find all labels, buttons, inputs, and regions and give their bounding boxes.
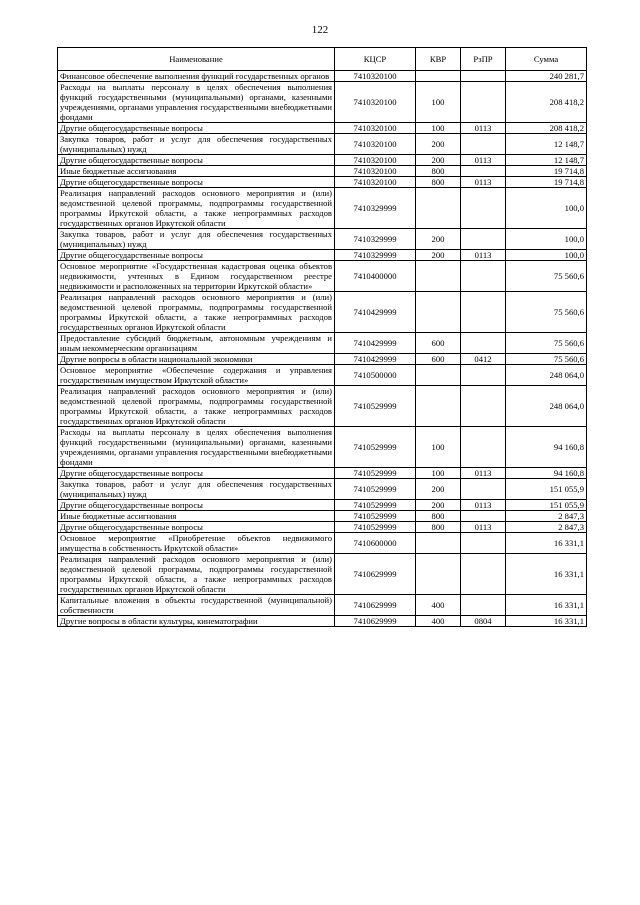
table-row (58, 386, 587, 427)
cell-name: Иные бюджетные ассигнования (58, 511, 335, 522)
cell-rzpr (461, 166, 506, 177)
cell-kcsr: 7410529999 (335, 468, 416, 479)
cell-sum: 19 714,8 (506, 166, 587, 177)
cell-rzpr: 0113 (461, 177, 506, 188)
cell-kcsr: 7410500000 (335, 365, 416, 386)
cell-rzpr: 0113 (461, 468, 506, 479)
cell-kvr: 200 (416, 229, 461, 250)
cell-kvr (416, 188, 461, 229)
table-body (58, 71, 587, 627)
table-row (58, 250, 587, 261)
cell-kcsr: 7410320100 (335, 123, 416, 134)
table-row (58, 71, 587, 82)
table-row (58, 261, 587, 292)
cell-sum: 75 560,6 (506, 261, 587, 292)
cell-rzpr: 0113 (461, 155, 506, 166)
cell-rzpr (461, 554, 506, 595)
cell-kcsr: 7410320100 (335, 177, 416, 188)
cell-rzpr: 0412 (461, 354, 506, 365)
cell-name: Расходы на выплаты персоналу в целях обеспечения выполнения функций государственными (муниципальными) органами, казенными учреждениями, органами управления государственными внебюджетными фондами (58, 82, 335, 123)
cell-kvr: 200 (416, 250, 461, 261)
cell-kvr (416, 261, 461, 292)
cell-kvr: 800 (416, 511, 461, 522)
cell-name: Основное мероприятие «Обеспечение содержания и управления государственным имуществом Иркутской области» (58, 365, 335, 386)
cell-kvr: 100 (416, 468, 461, 479)
cell-rzpr (461, 595, 506, 616)
table-row (58, 354, 587, 365)
cell-kcsr: 7410329999 (335, 229, 416, 250)
cell-rzpr (461, 188, 506, 229)
cell-sum: 100,0 (506, 250, 587, 261)
cell-kvr (416, 365, 461, 386)
cell-rzpr: 0804 (461, 616, 506, 627)
cell-kcsr: 7410329999 (335, 188, 416, 229)
cell-sum: 2 847,3 (506, 522, 587, 533)
cell-sum: 12 148,7 (506, 155, 587, 166)
cell-kcsr: 7410629999 (335, 616, 416, 627)
cell-kcsr: 7410429999 (335, 292, 416, 333)
header-sum: Сумма (506, 48, 587, 71)
cell-kcsr: 7410529999 (335, 479, 416, 500)
cell-kvr (416, 292, 461, 333)
cell-kcsr: 7410320100 (335, 82, 416, 123)
cell-name: Финансовое обеспечение выполнения функций государственных органов (58, 71, 335, 82)
cell-sum: 16 331,1 (506, 533, 587, 554)
cell-kvr (416, 533, 461, 554)
cell-kvr: 100 (416, 427, 461, 468)
cell-sum: 12 148,7 (506, 134, 587, 155)
table-row (58, 229, 587, 250)
cell-name: Другие общегосударственные вопросы (58, 522, 335, 533)
cell-kvr: 800 (416, 177, 461, 188)
cell-rzpr (461, 261, 506, 292)
table-row (58, 522, 587, 533)
cell-rzpr (461, 71, 506, 82)
cell-kcsr: 7410529999 (335, 386, 416, 427)
budget-table (57, 47, 587, 627)
header-kcsr: КЦСР (335, 48, 416, 71)
cell-rzpr (461, 386, 506, 427)
cell-name: Иные бюджетные ассигнования (58, 166, 335, 177)
cell-sum: 248 064,0 (506, 365, 587, 386)
table-row (58, 595, 587, 616)
cell-name: Закупка товаров, работ и услуг для обеспечения государственных (муниципальных) нужд (58, 479, 335, 500)
table-row (58, 134, 587, 155)
cell-sum: 208 418,2 (506, 123, 587, 134)
page-number: 122 (311, 24, 329, 36)
cell-name: Другие общегосударственные вопросы (58, 250, 335, 261)
table-header-row (58, 48, 587, 71)
cell-sum: 100,0 (506, 188, 587, 229)
cell-rzpr (461, 511, 506, 522)
cell-kcsr: 7410600000 (335, 533, 416, 554)
cell-name: Капитальные вложения в объекты государственной (муниципальной) собственности (58, 595, 335, 616)
cell-kcsr: 7410400000 (335, 261, 416, 292)
cell-name: Другие общегосударственные вопросы (58, 155, 335, 166)
cell-rzpr (461, 533, 506, 554)
cell-rzpr (461, 229, 506, 250)
table-row (58, 468, 587, 479)
cell-sum: 94 160,8 (506, 427, 587, 468)
cell-kvr: 600 (416, 354, 461, 365)
table-row (58, 188, 587, 229)
cell-name: Реализация направлений расходов основного мероприятия и (или) ведомственной целевой программы, подпрограммы государственной программы Иркутской области, а также непрограммных расходов государственных органов Иркутской области (58, 554, 335, 595)
cell-kvr: 800 (416, 166, 461, 177)
cell-name: Другие общегосударственные вопросы (58, 123, 335, 134)
cell-sum: 151 055,9 (506, 500, 587, 511)
cell-sum: 248 064,0 (506, 386, 587, 427)
cell-rzpr (461, 427, 506, 468)
cell-kcsr: 7410429999 (335, 354, 416, 365)
cell-name: Другие общегосударственные вопросы (58, 500, 335, 511)
cell-kvr: 600 (416, 333, 461, 354)
table-row (58, 365, 587, 386)
cell-name: Закупка товаров, работ и услуг для обеспечения государственных (муниципальных) нужд (58, 229, 335, 250)
table-row (58, 82, 587, 123)
cell-name: Предоставление субсидий бюджетным, автономным учреждениям и иным некоммерческим организациям (58, 333, 335, 354)
cell-kvr: 200 (416, 134, 461, 155)
cell-name: Другие общегосударственные вопросы (58, 177, 335, 188)
cell-kvr (416, 554, 461, 595)
cell-sum: 208 418,2 (506, 82, 587, 123)
cell-kcsr: 7410529999 (335, 511, 416, 522)
table-row (58, 554, 587, 595)
cell-kcsr: 7410429999 (335, 333, 416, 354)
cell-name: Реализация направлений расходов основного мероприятия и (или) ведомственной целевой программы, подпрограммы государственной программы Иркутской области, а также непрограммных расходов государственных органов Иркутской области (58, 292, 335, 333)
cell-name: Другие общегосударственные вопросы (58, 468, 335, 479)
table-row (58, 166, 587, 177)
cell-kvr (416, 71, 461, 82)
cell-sum: 16 331,1 (506, 616, 587, 627)
cell-rzpr: 0113 (461, 123, 506, 134)
table-row (58, 155, 587, 166)
table-row (58, 123, 587, 134)
cell-name: Основное мероприятие «Государственная кадастровая оценка объектов недвижимости, учтенных в Едином государственном реестре недвижимости и расположенных на территории Иркутской области» (58, 261, 335, 292)
header-kvr: КВР (416, 48, 461, 71)
table-row (58, 479, 587, 500)
table-row (58, 616, 587, 627)
cell-kvr: 200 (416, 500, 461, 511)
cell-rzpr (461, 134, 506, 155)
cell-sum: 100,0 (506, 229, 587, 250)
cell-name: Закупка товаров, работ и услуг для обеспечения государственных (муниципальных) нужд (58, 134, 335, 155)
table-row (58, 177, 587, 188)
cell-rzpr (461, 479, 506, 500)
cell-kcsr: 7410320100 (335, 71, 416, 82)
cell-name: Другие вопросы в области культуры, кинематографии (58, 616, 335, 627)
cell-name: Реализация направлений расходов основного мероприятия и (или) ведомственной целевой программы, подпрограммы государственной программы Иркутской области, а также непрограммных расходов государственных органов Иркутской области (58, 188, 335, 229)
table-row (58, 333, 587, 354)
cell-kvr: 400 (416, 595, 461, 616)
cell-kcsr: 7410529999 (335, 500, 416, 511)
table-row (58, 511, 587, 522)
cell-sum: 19 714,8 (506, 177, 587, 188)
table-row (58, 427, 587, 468)
cell-kvr: 200 (416, 479, 461, 500)
cell-sum: 151 055,9 (506, 479, 587, 500)
cell-kvr: 200 (416, 155, 461, 166)
cell-name: Другие вопросы в области национальной экономики (58, 354, 335, 365)
table-row (58, 500, 587, 511)
cell-sum: 16 331,1 (506, 554, 587, 595)
cell-sum: 75 560,6 (506, 292, 587, 333)
cell-kvr: 100 (416, 123, 461, 134)
cell-kcsr: 7410529999 (335, 427, 416, 468)
cell-sum: 75 560,6 (506, 354, 587, 365)
cell-kvr: 800 (416, 522, 461, 533)
cell-kcsr: 7410529999 (335, 522, 416, 533)
cell-kvr: 400 (416, 616, 461, 627)
header-name: Наименование (58, 48, 335, 71)
cell-rzpr (461, 82, 506, 123)
cell-kcsr: 7410629999 (335, 554, 416, 595)
cell-rzpr: 0113 (461, 522, 506, 533)
cell-name: Основное мероприятие «Приобретение объектов недвижимого имущества в собственность Иркутской области» (58, 533, 335, 554)
cell-name: Расходы на выплаты персоналу в целях обеспечения выполнения функций государственными (муниципальными) органами, казенными учреждениями, органами управления государственными внебюджетными фондами (58, 427, 335, 468)
cell-sum: 75 560,6 (506, 333, 587, 354)
cell-rzpr (461, 365, 506, 386)
cell-kcsr: 7410320100 (335, 134, 416, 155)
cell-sum: 2 847,3 (506, 511, 587, 522)
cell-kcsr: 7410320100 (335, 166, 416, 177)
table-row (58, 533, 587, 554)
cell-kcsr: 7410320100 (335, 155, 416, 166)
cell-kcsr: 7410329999 (335, 250, 416, 261)
cell-rzpr: 0113 (461, 500, 506, 511)
cell-kvr: 100 (416, 82, 461, 123)
cell-sum: 240 281,7 (506, 71, 587, 82)
cell-rzpr (461, 333, 506, 354)
cell-kcsr: 7410629999 (335, 595, 416, 616)
cell-rzpr (461, 292, 506, 333)
table-row (58, 292, 587, 333)
cell-sum: 94 160,8 (506, 468, 587, 479)
header-rzpr: РзПР (461, 48, 506, 71)
cell-name: Реализация направлений расходов основного мероприятия и (или) ведомственной целевой программы, подпрограммы государственной программы Иркутской области, а также непрограммных расходов государственных органов Иркутской области (58, 386, 335, 427)
cell-rzpr: 0113 (461, 250, 506, 261)
cell-sum: 16 331,1 (506, 595, 587, 616)
cell-kvr (416, 386, 461, 427)
